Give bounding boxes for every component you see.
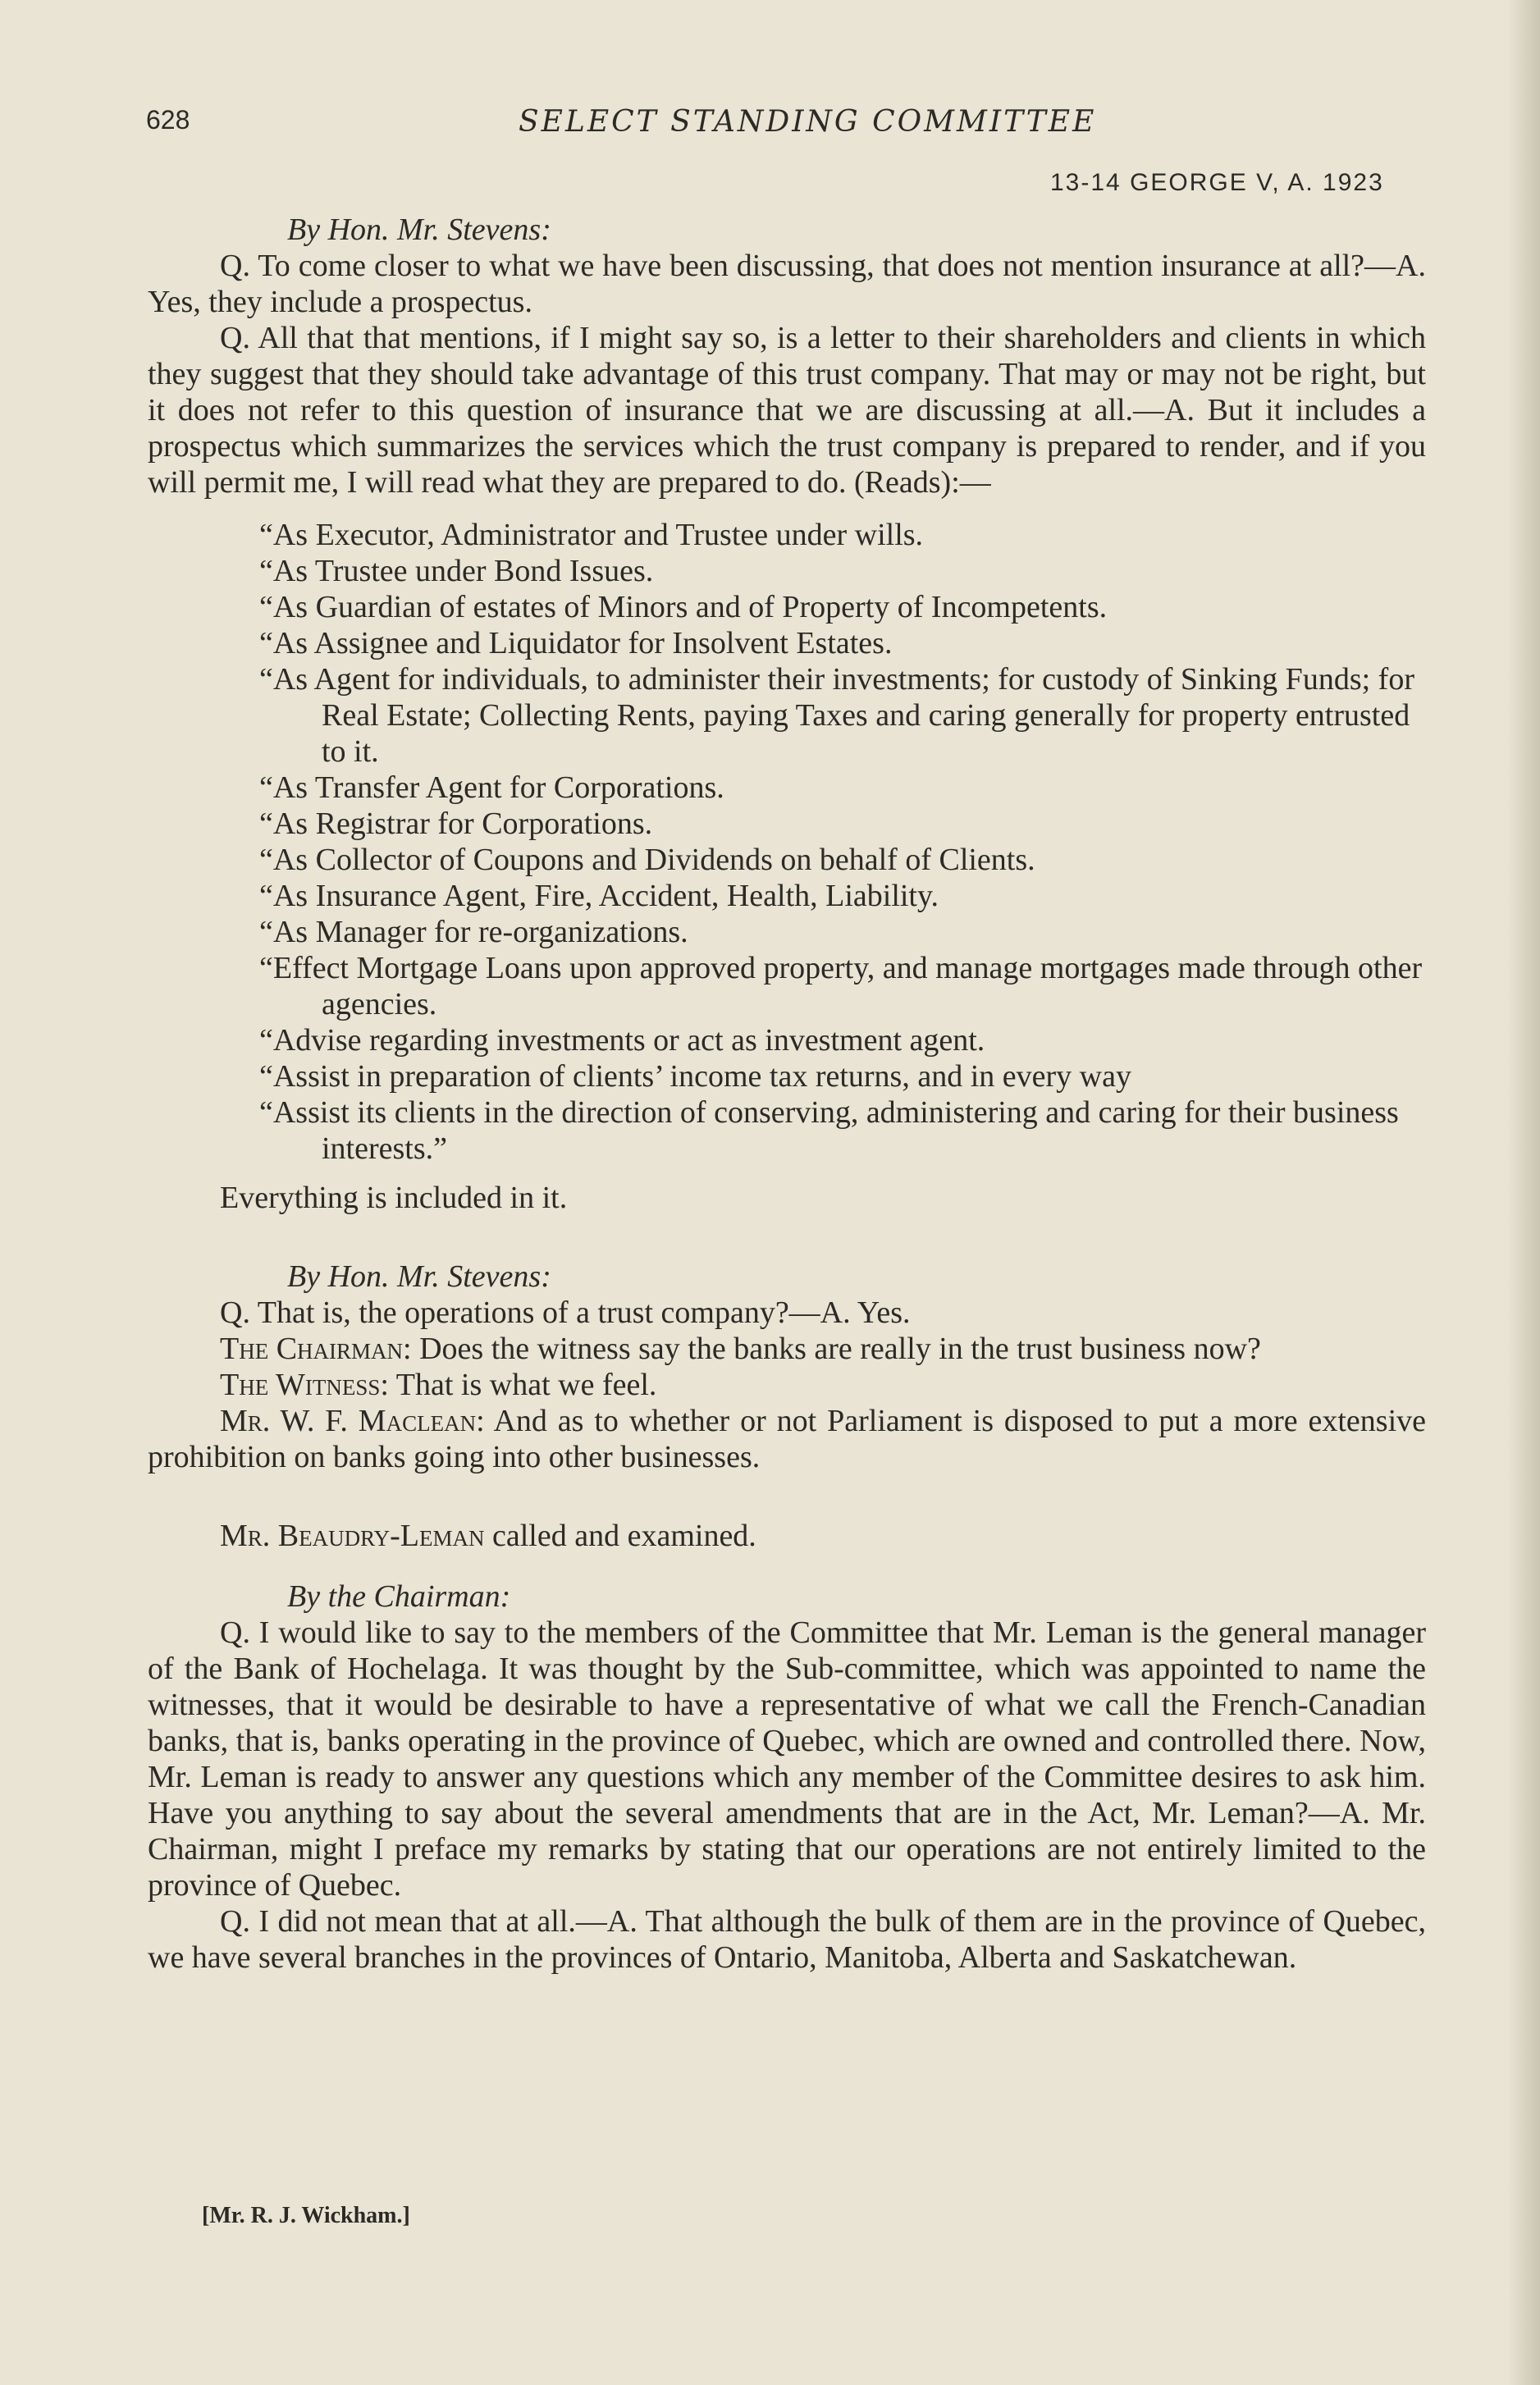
- page-edge-shadow: [1507, 0, 1540, 2385]
- list-item: “Assist in preparation of clients’ income tax returns, and in every way: [259, 1059, 1131, 1094]
- examiner-heading: By Hon. Mr. Stevens:: [287, 212, 551, 247]
- question-paragraph: Q. To come closer to what we have been discussing, that does not mention insurance at all?—A. Yes, they include a prospectus.: [148, 249, 1426, 319]
- closing-line: Everything is included in it.: [220, 1181, 568, 1215]
- list-item: “Effect Mortgage Loans upon approved property, and manage mortgages made through other agencies.: [259, 951, 1423, 1021]
- list-item: “As Guardian of estates of Minors and of Property of Incompetents.: [259, 590, 1108, 624]
- list-item: “As Registrar for Corporations.: [259, 806, 653, 841]
- list-item: “Advise regarding investments or act as investment agent.: [259, 1023, 985, 1058]
- witness-introduction: [148, 1518, 1426, 1554]
- list-item: “As Assignee and Liquidator for Insolvent Estates.: [259, 626, 893, 660]
- remark-text: Does the witness say the banks are really in the trust business now?: [419, 1332, 1261, 1366]
- page-number: 628: [146, 105, 190, 135]
- list-item: “As Agent for individuals, to administer their investments; for custody of Sinking Funds; for Real Estate; Collecting Rents, paying Taxes and caring generally for property entrusted to it.: [259, 662, 1414, 769]
- witness-remark: [148, 1367, 1426, 1403]
- list-item: “Assist its clients in the direction of conserving, administering and caring for their business interests.”: [259, 1095, 1399, 1166]
- examiner-heading: By the Chairman:: [287, 1579, 511, 1614]
- examiner-heading: By Hon. Mr. Stevens:: [287, 1259, 551, 1294]
- witness-name: Mr. Beaudry-Leman: [220, 1519, 485, 1553]
- speaker-label: Mr. W. F. Maclean:: [220, 1404, 485, 1438]
- maclean-remark: [148, 1403, 1426, 1475]
- list-item: “As Transfer Agent for Corporations.: [259, 770, 724, 805]
- page-body: [148, 212, 1426, 1976]
- list-item: “As Manager for re-organizations.: [259, 915, 688, 949]
- list-item: “As Executor, Administrator and Trustee under wills.: [259, 518, 924, 552]
- list-item: “As Trustee under Bond Issues.: [259, 554, 654, 588]
- question-paragraph: Q. I would like to say to the members of the Committee that Mr. Leman is the general manager of the Bank of Hochelaga. It was thought by the Sub-committee, which was appointed to name the witnesses, that it would be desirable to have a representative of what we call the French-Canadian banks, that is, banks operating in the province of Quebec, which are owned and controlled there. Now, Mr. Leman is ready to answer any questions which any member of the Committee desires to ask him. Have you anything to say about the several amendments that are in the Act, Mr. Leman?—A. Mr. Chairman, might I preface my remarks by stating that our operations are not entirely limited to the province of Quebec.: [148, 1615, 1426, 1903]
- intro-text: called and examined.: [492, 1519, 756, 1553]
- footer-witness-mark: [Mr. R. J. Wickham.]: [202, 2203, 410, 2228]
- remark-text: And as to whether or not Parliament is disposed to put a more extensive prohibition on banks going into other businesses.: [148, 1404, 1426, 1474]
- question-paragraph: Q. That is, the operations of a trust company?—A. Yes.: [220, 1295, 911, 1330]
- chairman-remark: [148, 1331, 1426, 1367]
- running-title: SELECT STANDING COMMITTEE: [519, 105, 1097, 139]
- services-list: [148, 517, 1426, 1167]
- remark-text: That is what we feel.: [395, 1368, 657, 1402]
- session-line: 13-14 GEORGE V, A. 1923: [1050, 169, 1384, 196]
- speaker-label: The Chairman:: [220, 1332, 412, 1366]
- question-paragraph: Q. All that that mentions, if I might say so, is a letter to their shareholders and clients in which they suggest that they should take advantage of this trust company. That may or may not be right, but it does not refer to this question of insurance that we are discussing at all.—A. But it includes a prospectus which summarizes the services which the trust company is prepared to render, and if you will permit me, I will read what they are prepared to do. (Reads):—: [148, 321, 1426, 500]
- list-item: “As Collector of Coupons and Dividends on behalf of Clients.: [259, 843, 1035, 877]
- question-paragraph: Q. I did not mean that at all.—A. That although the bulk of them are in the province of Quebec, we have several branches in the provinces of Ontario, Manitoba, Alberta and Saskatchewan.: [148, 1904, 1426, 1975]
- speaker-label: The Witness:: [220, 1368, 389, 1402]
- list-item: “As Insurance Agent, Fire, Accident, Health, Liability.: [259, 879, 939, 913]
